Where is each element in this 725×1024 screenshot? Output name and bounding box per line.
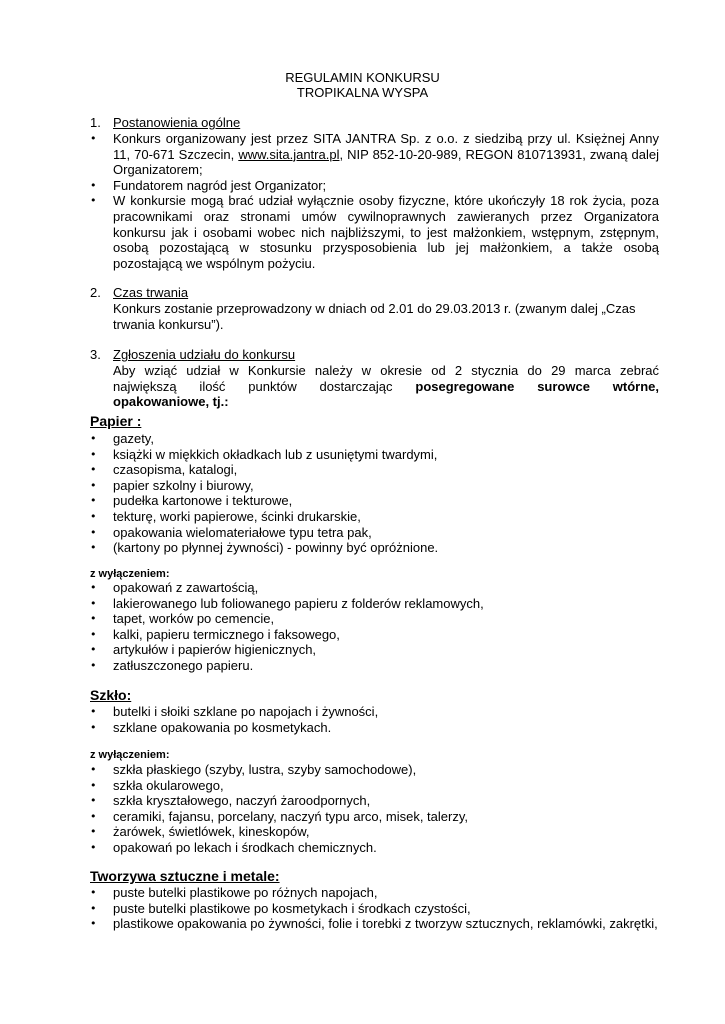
list-item: • szkła okularowego, xyxy=(90,778,659,794)
section-3-line-2-text: największą ilość punktów dostarczając xyxy=(113,378,416,394)
list-item: • zatłuszczonego papieru. xyxy=(90,658,659,674)
list-item: • lakierowanego lub foliowanego papieru z folderów reklamowych, xyxy=(90,596,659,612)
paper-heading: Papier : xyxy=(90,413,142,429)
section-3-label: Zgłoszenia udziału do konkursu xyxy=(113,347,296,362)
title-line-1: REGULAMIN KONKURSU xyxy=(285,70,440,85)
list-item: • kalki, papieru termicznego i faksowego, xyxy=(90,627,659,643)
title-line-2: TROPIKALNA WYSPA xyxy=(296,85,429,100)
list-item: • opakowań po lekach i środkach chemicznych. xyxy=(90,840,659,856)
list-item: • plastikowe opakowania po żywności, folie i torebki z tworzyw sztucznych, reklamówki, zakrętki, xyxy=(90,916,659,932)
list-item: • papier szkolny i biurowy, xyxy=(90,478,659,494)
list-item: • gazety, xyxy=(90,431,659,447)
packaging-bold-text: opakowaniowe, tj.: xyxy=(113,394,229,410)
section-2-label: Czas trwania xyxy=(113,285,189,300)
list-item: • puste butelki plastikowe po kosmetykach i środkach czystości, xyxy=(90,901,659,917)
glass-exclusions-list xyxy=(90,762,659,856)
organizer-website-link[interactable]: www.sita.jantra.pl xyxy=(238,146,340,162)
list-item: • książki w miękkich okładkach lub z usuniętymi twardymi, xyxy=(90,447,659,463)
list-item: • czasopisma, katalogi, xyxy=(90,462,659,478)
recyclables-bold-text: posegregowane surowce wtórne, xyxy=(415,378,659,394)
list-item: • szklane opakowania po kosmetykach. xyxy=(90,720,659,736)
list-item: • tekturę, worki papierowe, ścinki drukarskie, xyxy=(90,509,659,525)
plastics-metals-list xyxy=(90,885,659,932)
section-3-line-3 xyxy=(113,394,659,410)
list-item: • szkła kryształowego, naczyń żaroodpornych, xyxy=(90,793,659,809)
section-3-line-2 xyxy=(113,379,659,395)
glass-exclusions-heading: z wyłączeniem: xyxy=(90,749,170,761)
glass-heading: Szkło: xyxy=(90,687,132,703)
list-item: • pudełka kartonowe i tekturowe, xyxy=(90,493,659,509)
document-title xyxy=(0,70,725,100)
list-item: • ceramiki, fajansu, porcelany, naczyń typu arco, misek, talerzy, xyxy=(90,809,659,825)
section-3-text xyxy=(113,363,659,410)
list-item: • W konkursie mogą brać udział wyłącznie osoby fizyczne, które ukończyły 18 rok życia, poza pracownikami oraz stronami umów cywilnoprawnych zawieranych przez Organizatora konkursu jak i osobami wobec nich najbliższymi, to jest małżonkiem, wstępnym, zstępnym, osobą pozostającą w stosunku przysposobienia lub jej małżonkiem, a także osobą pozostającą we wspólnym pożyciu. xyxy=(90,193,659,271)
section-2-number: 2. xyxy=(90,285,101,300)
section-3-line-1: Aby wziąć udział w Konkursie należy w okresie od 2 stycznia do 29 marca zebrać xyxy=(113,363,659,378)
list-item: • (kartony po płynnej żywności) - powinny być opróżnione. xyxy=(90,540,659,556)
paper-exclusions-heading: z wyłączeniem: xyxy=(90,568,170,580)
section-1-label: Postanowienia ogólne xyxy=(113,115,241,130)
list-item: • artykułów i papierów higienicznych, xyxy=(90,642,659,658)
section-1-number: 1. xyxy=(90,115,101,130)
plastics-metals-heading: Tworzywa sztuczne i metale: xyxy=(90,868,280,884)
paper-exclusions-list xyxy=(90,580,659,674)
section-1-list xyxy=(90,131,659,271)
list-item: • szkła płaskiego (szyby, lustra, szyby samochodowe), xyxy=(90,762,659,778)
list-item: • żarówek, świetlówek, kineskopów, xyxy=(90,824,659,840)
organizer-text-end: , NIP 852-10-20-989, REGON 810713931, zwaną dalej Organizatorem; xyxy=(113,146,659,178)
list-item: • butelki i słoiki szklane po napojach i żywności, xyxy=(90,704,659,720)
paper-list xyxy=(90,431,659,556)
list-item: • opakowania wielomateriałowe typu tetra pak, xyxy=(90,525,659,541)
list-item: • opakowań z zawartością, xyxy=(90,580,659,596)
section-3-number: 3. xyxy=(90,347,101,362)
list-item xyxy=(90,131,659,178)
organizer-text: Konkurs organizowany jest przez SITA JANTRA Sp. z o.o. z siedzibą przy ul. Księżnej Anny 11, 70-671 Szczecin, xyxy=(113,131,659,162)
list-item: • puste butelki plastikowe po różnych napojach, xyxy=(90,885,659,901)
list-item: • Fundatorem nagród jest Organizator; xyxy=(90,178,659,194)
glass-list xyxy=(90,704,659,735)
section-2-text: Konkurs zostanie przeprowadzony w dniach od 2.01 do 29.03.2013 r. (zwanym dalej „Czas trwania konkursu”). xyxy=(113,301,636,332)
list-item: • tapet, worków po cemencie, xyxy=(90,611,659,627)
